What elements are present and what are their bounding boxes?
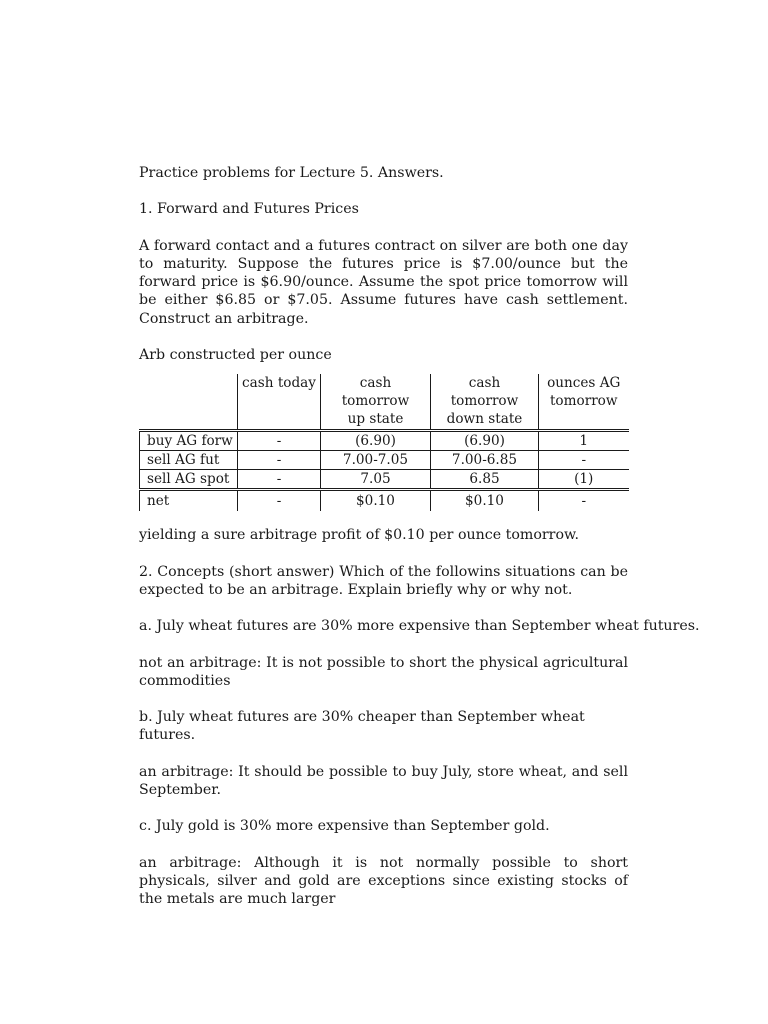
table-cell: 7.00-7.05 xyxy=(321,451,431,470)
header-cash-tomorrow-up xyxy=(321,374,431,431)
table-row xyxy=(140,431,629,451)
header-line2: tomorrow xyxy=(549,393,618,410)
question-b: b. July wheat futures are 30% cheaper than September wheat futures. xyxy=(139,709,585,744)
table-row xyxy=(140,470,629,490)
row-label: net xyxy=(140,490,238,512)
header-cash-tomorrow-down xyxy=(431,374,539,431)
table-cell: (6.90) xyxy=(431,431,539,451)
header-line1: cash today xyxy=(242,375,316,392)
table-cell: 7.00-6.85 xyxy=(431,451,539,470)
table-net-row xyxy=(140,490,629,512)
answer-a: not an arbitrage: It is not possible to short the physical agricultural commodities xyxy=(139,654,628,689)
section1-paragraph: A forward contact and a futures contract on silver are both one day to maturity. Suppose the futures price is $7.00/ounce but the forward price is $6.90/ounce. Assume the spot price tomorrow will be either $6.85 or $7.05. Assume futures have cash settlement. Construct an arbitrage. xyxy=(139,237,628,327)
table-cell: $0.10 xyxy=(321,490,431,512)
table-header-row xyxy=(140,374,629,431)
table-cell: - xyxy=(238,470,321,490)
question-c: c. July gold is 30% more expensive than September gold. xyxy=(139,818,550,835)
arbitrage-table xyxy=(139,374,629,511)
header-line2 xyxy=(242,392,316,410)
table-cell: (6.90) xyxy=(321,431,431,451)
table-cell: (1) xyxy=(539,470,629,490)
header-line2: down state xyxy=(446,411,523,428)
header-line1: cash tomorrow xyxy=(341,375,410,410)
header-line1: cash tomorrow xyxy=(450,375,519,410)
document-title: Practice problems for Lecture 5. Answers. xyxy=(139,165,444,181)
table-cell: - xyxy=(238,490,321,512)
section2-intro: 2. Concepts (short answer) Which of the followins situations can be expected to be an arbitrage. Explain briefly why or why not. xyxy=(139,563,628,598)
table-cell: - xyxy=(539,451,629,470)
document-page xyxy=(139,164,700,908)
row-label: sell AG fut xyxy=(140,451,238,470)
section1-conclusion: yielding a sure arbitrage profit of $0.10 per ounce tomorrow. xyxy=(139,527,579,544)
header-cash-today xyxy=(238,374,321,431)
table-cell: - xyxy=(238,431,321,451)
answer-c: an arbitrage: Although it is not normally possible to short physicals, silver and gold are exceptions since existing stocks of the metals are much larger xyxy=(139,854,628,908)
question-a: a. July wheat futures are 30% more expensive than September wheat futures. xyxy=(139,618,700,635)
table-cell: - xyxy=(539,490,629,512)
table-caption: Arb constructed per ounce xyxy=(139,346,332,363)
table-cell: 6.85 xyxy=(431,470,539,490)
row-label: buy AG forw xyxy=(140,431,238,451)
header-line1: ounces AG xyxy=(547,375,621,392)
answer-b: an arbitrage: It should be possible to buy July, store wheat, and sell September. xyxy=(139,763,628,798)
table-cell: 1 xyxy=(539,431,629,451)
row-label: sell AG spot xyxy=(140,470,238,490)
header-ounces-ag xyxy=(539,374,629,431)
header-blank xyxy=(140,374,238,431)
header-line2: up state xyxy=(347,411,404,428)
section1-heading: 1. Forward and Futures Prices xyxy=(139,201,359,218)
table-row xyxy=(140,451,629,470)
table-cell: $0.10 xyxy=(431,490,539,512)
table-cell: - xyxy=(238,451,321,470)
table-cell: 7.05 xyxy=(321,470,431,490)
